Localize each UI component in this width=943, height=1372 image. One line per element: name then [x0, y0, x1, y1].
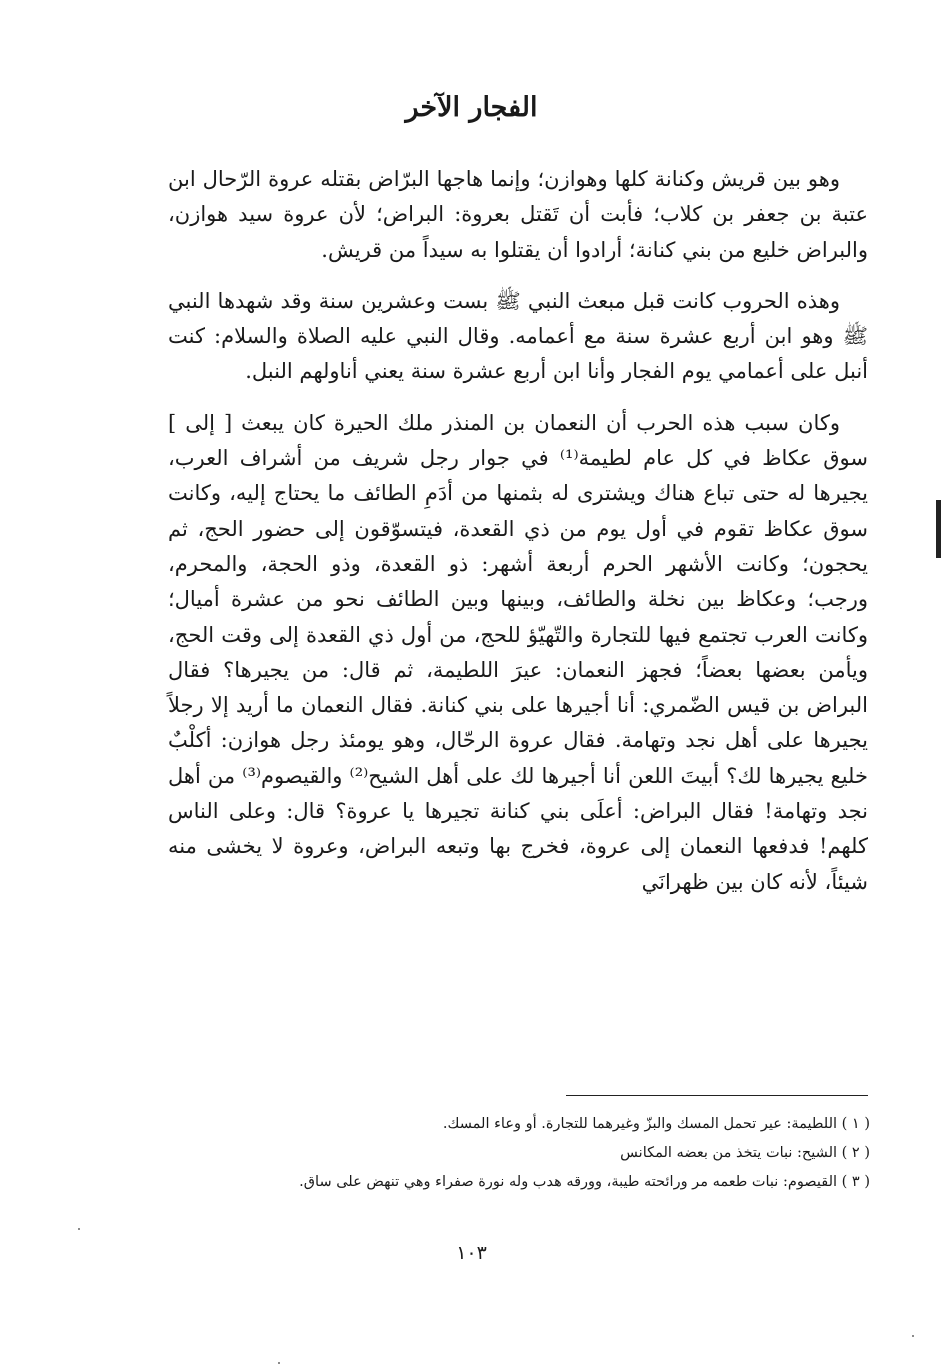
footnote-1: ( ١ ) اللطيمة: عير تحمل المسك والبزّ وغيرهما للتجارة. أو وعاء المسك.: [442, 1116, 870, 1132]
scan-speck: [78, 1228, 80, 1230]
footnote-separator: [566, 1095, 868, 1096]
scan-speck: [278, 1362, 280, 1364]
paragraph: وهذه الحروب كانت قبل مبعث النبي ﷺ بست وعشرين سنة وقد شهدها النبي ﷺ وهو ابن أربع عشرة سنة مع أعمامه. وقال النبي عليه الصلاة والسلام: كنت أنبل على أعمامي يوم الفجار وأنا ابن أربع عشرة سنة يعني أناولهم النبل.: [168, 288, 868, 384]
page-number: ١٠٣: [456, 1242, 487, 1264]
scan-edge-mark: [936, 500, 941, 558]
chapter-title: الفجار الآخر: [405, 92, 538, 123]
footnote-2: ( ٢ ) الشيح: نبات يتخذ من بعضه المكانس: [620, 1145, 870, 1161]
scan-speck: [912, 1335, 914, 1337]
paragraph: وكان سبب هذه الحرب أن النعمان بن المنذر ملك الحيرة كان يبعث [ إلى ] سوق عكاظ في كل عام لطيمة⁽¹⁾ في جوار رجل شريف من أشراف العرب، يجيرها له حتى تباع هناك ويشترى له بثمنها من أدَمِ الطائف ما يحتاج إليه، وكانت سوق عكاظ تقوم في أول يوم من ذي القعدة، فيتسوّقون إلى حضور الحج، ثم يحجون؛ وكانت الأشهر الحرم أربعة أشهر: ذو القعدة، وذو الحجة، والمحرم، ورجب؛ وعكاظ بين نخلة والطائف، وبينها وبين الطائف نحو من عشرة أميال؛ وكانت العرب تجتمع فيها للتجارة والتّهيّؤ للحج، من أول ذي القعدة إلى وقت الحج، ويأمن بعضها بعضاً؛ فجهز النعمان: عيرَ اللطيمة، ثم قال: من يجيرها؟ فقال البراض بن قيس الضّمري: أنا أجيرها على بني كنانة. فقال النعمان ما أريد إلا رجلاً يجيرها على أهل نجد وتهامة. فقال عروة الرحّال، وهو يومئذ رجل هوازن: أكلْبٌ خليع يجيرها لك؟ أبيتَ اللعن أنا أجيرها لك على أهل الشيح⁽²⁾ والقيصوم⁽³⁾ من أهل نجد وتهامة! فقال البراض: أعلَى بني كنانة تجيرها يا عروة؟ قال: وعلى الناس كلهم! فدفعها النعمان إلى عروة، فخرج بها وتبعه البراض، وعروة لا يخشى منه شيئاً، لأنه كان بين ظهرانَي: [168, 410, 868, 894]
paragraph: وهو بين قريش وكنانة كلها وهوازن؛ وإنما هاجها البرّاض بقتله عروة الرّحال ابن عتبة بن جعفر بن كلاب؛ فأبت أن تَقتل بعروة: البراض؛ لأن عروة سيد هوازن، والبراض خليع من بني كنانة؛ أرادوا أن يقتلوا به سيداً من قريش.: [168, 167, 868, 262]
main-text: [168, 162, 868, 900]
footnotes: [150, 1110, 870, 1197]
footnote-3: ( ٣ ) القيصوم: نبات طعمه مر ورائحته طيبة، وورقه هدب وله نورة صفراء وهي تنهض على ساق.: [299, 1174, 870, 1190]
